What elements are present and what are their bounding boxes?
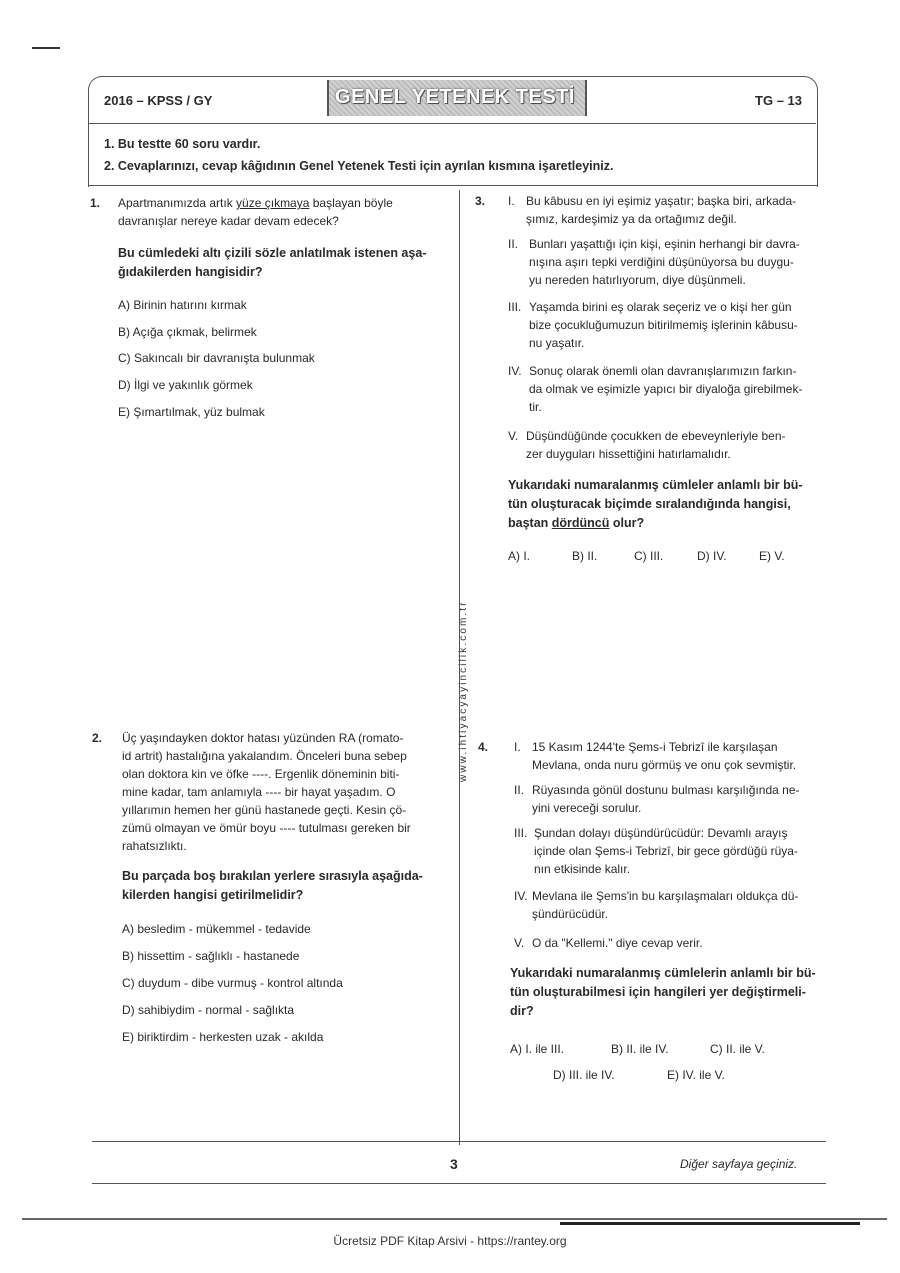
footer-divider-top xyxy=(92,1141,826,1142)
option-b[interactable]: B) hissettim - sağlıklı - hastanede xyxy=(122,949,300,963)
underlined-phrase: yüze çıkmaya xyxy=(236,196,310,210)
option-c[interactable]: C) III. xyxy=(634,549,664,563)
option-d[interactable]: D) III. ile IV. xyxy=(553,1068,615,1082)
instruction-2: 2. Cevaplarınızı, cevap kâğıdının Genel Yetenek Testi için ayrılan kısmına işaretleyiniz. xyxy=(104,159,614,173)
numbered-sentence: II. Rüyasında gönül dostunu bulması karşılığında ne- yini vereceği sorulur. xyxy=(514,783,800,815)
numbered-sentence: I. 15 Kasım 1244'te Şems-i Tebrizî ile karşılaşan Mevlana, onda nuru görmüş ve onu çok sevmiştir. xyxy=(514,740,797,772)
option-c[interactable]: C) II. ile V. xyxy=(710,1042,765,1056)
option-b[interactable]: B) II. xyxy=(572,549,598,563)
option-a[interactable]: A) Birinin hatırını kırmak xyxy=(118,298,247,312)
scan-mark xyxy=(32,47,60,49)
numbered-sentence: IV. Mevlana ile Şems'in bu karşılaşmaları oldukça dü- şündürücüdür. xyxy=(514,889,799,921)
footer-divider-bottom xyxy=(92,1183,826,1184)
scan-mark xyxy=(560,1222,860,1225)
exam-label: 2016 – KPSS / GY xyxy=(104,93,213,108)
option-d[interactable]: D) İlgi ve yakınlık görmek xyxy=(118,378,253,392)
option-e[interactable]: E) biriktirdim - herkesten uzak - akılda xyxy=(122,1030,324,1044)
option-d[interactable]: D) sahibiydim - normal - sağlıkta xyxy=(122,1003,295,1017)
numbered-sentence: I. Bu kâbusu en iyi eşimiz yaşatır; başka biri, arkada- şımız, kardeşimiz ya da ortağımız değil. xyxy=(508,194,797,226)
publisher-watermark: www.ihtiyacyayincilik.com.tr xyxy=(458,600,469,782)
numbered-sentence: II. Bunları yaşattığı için kişi, eşinin herhangi bir davra- nışına aşırı tepki verdiğini düşünüyorsa bu duygu- yu nereden hatırlıyorum, diye düşünmeli. xyxy=(508,237,800,287)
question-stem: Bu parçada boş bırakılan yerlere sırasıyla aşağıda- kilerden hangisi getirilmelidir? xyxy=(122,869,423,902)
page-number: 3 xyxy=(450,1156,458,1172)
option-b[interactable]: B) II. ile IV. xyxy=(611,1042,669,1056)
instructions-divider xyxy=(88,185,818,186)
option-e[interactable]: E) Şımartılmak, yüz bulmak xyxy=(118,405,265,419)
option-b[interactable]: B) Açığa çıkmak, belirmek xyxy=(118,325,257,339)
option-c[interactable]: C) Sakıncalı bir davranışta bulunmak xyxy=(118,351,315,365)
numbered-sentence: III. Şundan dolayı düşündürücüdür: Devamlı arayış içinde olan Şems-i Tebrizî, bir gece gördüğü rüya- nın etkisinde kalır. xyxy=(514,826,798,876)
numbered-sentence: V. O da "Kellemi." diye cevap verir. xyxy=(514,936,703,950)
instruction-1: 1. Bu testte 60 soru vardır. xyxy=(104,137,261,151)
option-e[interactable]: E) IV. ile V. xyxy=(667,1068,725,1082)
question-number: 3. xyxy=(475,194,486,208)
scan-mark xyxy=(22,1218,887,1220)
question-number: 2. xyxy=(92,731,103,745)
question-stem: Bu cümledeki altı çizili sözle anlatılmak istenen aşa- ğıdakilerden hangisidir? xyxy=(118,246,427,279)
underlined-word: dördüncü xyxy=(551,516,610,530)
question-text: Apartmanımızda artık yüze çıkmaya başlayan böyle davranışlar nereye kadar devam edecek? xyxy=(118,196,393,228)
question-text: Üç yaşındayken doktor hatası yüzünden RA (romato- id artrit) hastalığına yakalandım. Önceleri buna sebep olan doktora kin ve öfke ----. Ergenlik döneminin biti- mine kadar, tam anlamıyla ---- bir hayat yaşadım. O yıllarımın hemen her günü hastanede geçti. Kesin çö- zümü olmayan ve ömür boyu ---- tutulması gereken bir rahatsızlıktı. xyxy=(122,731,411,853)
option-d[interactable]: D) IV. xyxy=(697,549,727,563)
source-credit: Ücretsiz PDF Kitap Arsivi - https://rantey.org xyxy=(333,1234,567,1248)
numbered-sentence: IV. Sonuç olarak önemli olan davranışlarımızın farkın- da olmak ve eşimizle yapıcı bir diyaloğa girebilmek- tir. xyxy=(508,364,803,414)
next-page-note: Diğer sayfaya geçiniz. xyxy=(680,1157,798,1171)
test-title: GENEL YETENEK TESTİ xyxy=(335,86,575,108)
numbered-sentence: V. Düşündüğünde çocukken de ebeveynleriyle ben- zer duyguları hissettiğini hatırlamalıdır. xyxy=(508,429,786,461)
question-number: 4. xyxy=(478,740,489,754)
test-code: TG – 13 xyxy=(755,93,802,108)
question-number: 1. xyxy=(90,196,101,210)
question-stem: Yukarıdaki numaralanmış cümlelerin anlamlı bir bü- tün oluşturabilmesi için hangileri yer değiştirmeli- dir? xyxy=(510,966,816,1018)
option-a[interactable]: A) I. xyxy=(508,549,531,563)
option-a[interactable]: A) I. ile III. xyxy=(510,1042,565,1056)
question-stem: Yukarıdaki numaralanmış cümleler anlamlı bir bü- tün oluşturacak biçimde sıralandığında hangisi, baştan dördüncü olur? xyxy=(508,478,803,530)
numbered-sentence: III. Yaşamda birini eş olarak seçeriz ve o kişi her gün bize çocukluğumuzun bitirilmemiş işlerinin kâbusu- nu yaşatır. xyxy=(508,300,798,350)
option-c[interactable]: C) duydum - dibe vurmuş - kontrol altında xyxy=(122,976,343,990)
option-a[interactable]: A) besledim - mükemmel - tedavide xyxy=(122,922,311,936)
option-e[interactable]: E) V. xyxy=(759,549,785,563)
